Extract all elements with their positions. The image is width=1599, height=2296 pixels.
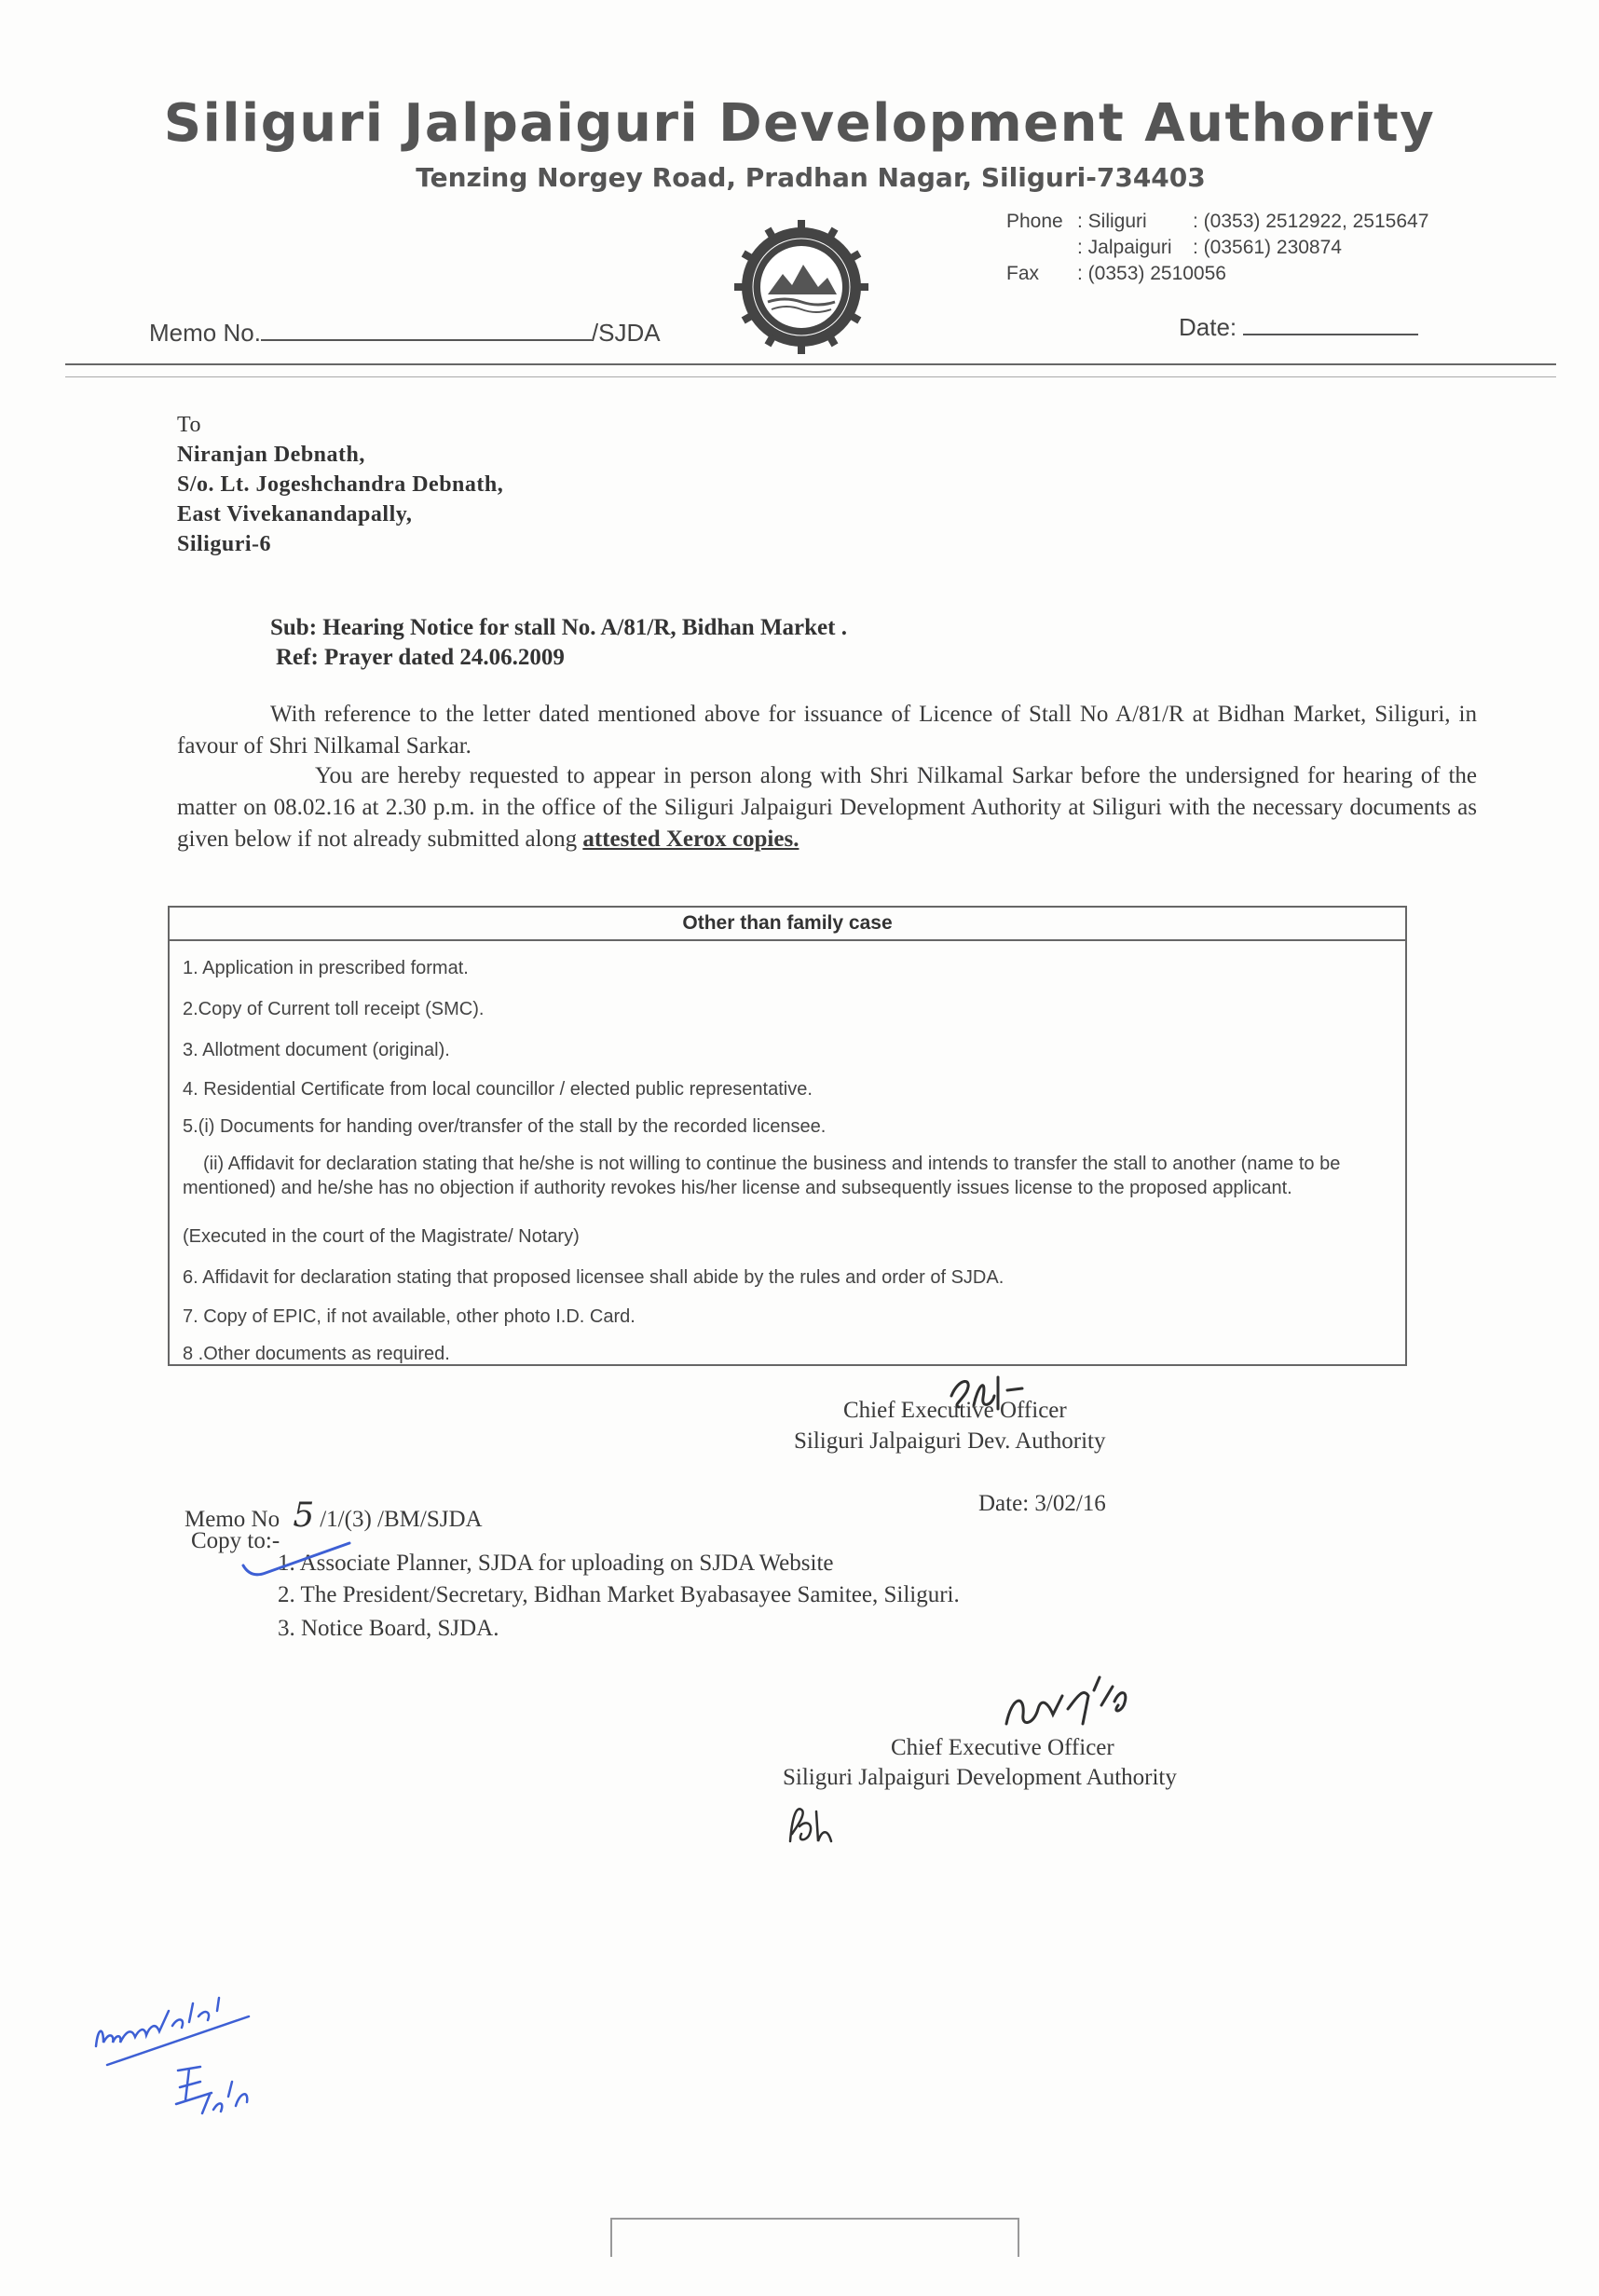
- documents-table: [168, 906, 1407, 1366]
- header-divider-thin: [65, 376, 1556, 377]
- memo-label: Memo No.: [149, 319, 261, 347]
- table-row: 3. Allotment document (original).: [183, 1040, 450, 1060]
- copy-item: 2. The President/Secretary, Bidhan Market Byabasayee Samitee, Siliguri.: [278, 1582, 960, 1607]
- memo-number-line: [149, 319, 661, 348]
- fax-label: Fax: [1006, 263, 1040, 284]
- ceo-signature-scribble: [997, 1668, 1137, 1742]
- phone-jalpaiguri: : (03561) 230874: [1193, 237, 1342, 258]
- phone-label: Phone: [1006, 211, 1063, 232]
- recipient-address: [177, 410, 503, 559]
- body-paragraph-2: [177, 760, 1477, 855]
- table-row: 4. Residential Certificate from local councillor / elected public representative.: [183, 1079, 813, 1100]
- table-row: 1. Application in prescribed format.: [183, 958, 469, 978]
- body-paragraph-2-text: You are hereby requested to appear in person along with Shri Nilkamal Sarkar before the undersigned for hearing of the matter on 08.02.16 at 2.30 p.m. in the office of the Siliguri Jalpaiguri Development Authority at Siliguri with the necessary documents as given below if not already submitted along: [177, 763, 1477, 852]
- recipient-city: Siliguri-6: [177, 532, 272, 556]
- table-header: Other than family case: [170, 908, 1405, 941]
- date-label: Date:: [1179, 313, 1237, 341]
- phone-siliguri-label: : Siliguri: [1077, 211, 1147, 232]
- table-row: (ii) Affidavit for declaration stating that he/she is not willing to continue the business and intends to transfer the stall to another (name to be mentioned) and he/she has no objection if authority revokes his/her license and subsequently issues license to the proposed applicant.: [183, 1154, 1341, 1198]
- initials-scribble: [783, 1800, 839, 1849]
- table-row: 7. Copy of EPIC, if not available, other photo I.D. Card.: [183, 1306, 636, 1327]
- fax-number: : (0353) 2510056: [1077, 263, 1226, 284]
- ceo-org-2: Siliguri Jalpaiguri Development Authority: [783, 1765, 1177, 1790]
- table-row: 2.Copy of Current toll receipt (SMC).: [183, 999, 485, 1019]
- memo-handwritten-number: 5: [293, 1496, 315, 1535]
- contact-block: [1006, 209, 1491, 293]
- header-divider: [65, 363, 1556, 365]
- memo-suffix: /SJDA: [591, 319, 661, 347]
- copy-item: 1. Associate Planner, SJDA for uploading on SJDA Website: [278, 1551, 834, 1576]
- phone-siliguri: : (0353) 2512922, 2515647: [1193, 211, 1429, 232]
- footer-box: [610, 2218, 1019, 2257]
- table-row: 5.(i) Documents for handing over/transfer of the stall by the recorded licensee.: [183, 1116, 827, 1137]
- date-line: [1179, 313, 1418, 342]
- copy-memo-rest: /1/(3) /BM/SJDA: [320, 1507, 483, 1532]
- copy-item: 3. Notice Board, SJDA.: [278, 1616, 499, 1641]
- ceo-title-1: Chief Executive Officer: [843, 1398, 1067, 1423]
- recipient-name: Niranjan Debnath,: [177, 443, 365, 467]
- ceo-org-1: Siliguri Jalpaiguri Dev. Authority: [794, 1428, 1106, 1454]
- date-blank: [1243, 313, 1418, 335]
- attested-copies-emphasis: attested Xerox copies.: [582, 827, 800, 852]
- table-row: (Executed in the court of the Magistrate/ Notary): [183, 1226, 580, 1247]
- copy-date: Date: 3/02/16: [978, 1491, 1106, 1516]
- recipient-relation: S/o. Lt. Jogeshchandra Debnath,: [177, 472, 504, 497]
- sjda-seal-logo: [734, 220, 868, 354]
- reference-line: Ref: Prayer dated 24.06.2009: [276, 645, 565, 670]
- org-name: Siliguri Jalpaiguri Development Authority: [163, 93, 1436, 154]
- body-paragraph-1: With reference to the letter dated mentioned above for issuance of Licence of Stall No A/81/R at Bidhan Market, Siliguri, in favour of Shri Nilkamal Sarkar.: [177, 702, 1477, 758]
- blue-tick-mark: [238, 1538, 359, 1584]
- table-row: 8 .Other documents as required.: [183, 1344, 450, 1364]
- blue-handwritten-note: [89, 1985, 303, 2143]
- copy-to-label: Copy to:-: [191, 1528, 280, 1553]
- to-label: To: [177, 413, 201, 437]
- ceo-title-2: Chief Executive Officer: [891, 1735, 1114, 1760]
- recipient-locality: East Vivekanandapally,: [177, 502, 413, 526]
- copy-memo-label: Memo No: [184, 1507, 280, 1532]
- memo-blank: [261, 319, 592, 341]
- phone-jalpaiguri-label: : Jalpaiguri: [1077, 237, 1172, 258]
- table-row: 6. Affidavit for declaration stating that proposed licensee shall abide by the rules and order of SJDA.: [183, 1267, 1004, 1288]
- org-address: Tenzing Norgey Road, Pradhan Nagar, Siliguri-734403: [416, 162, 1206, 193]
- subject-line: Sub: Hearing Notice for stall No. A/81/R, Bidhan Market .: [270, 615, 847, 640]
